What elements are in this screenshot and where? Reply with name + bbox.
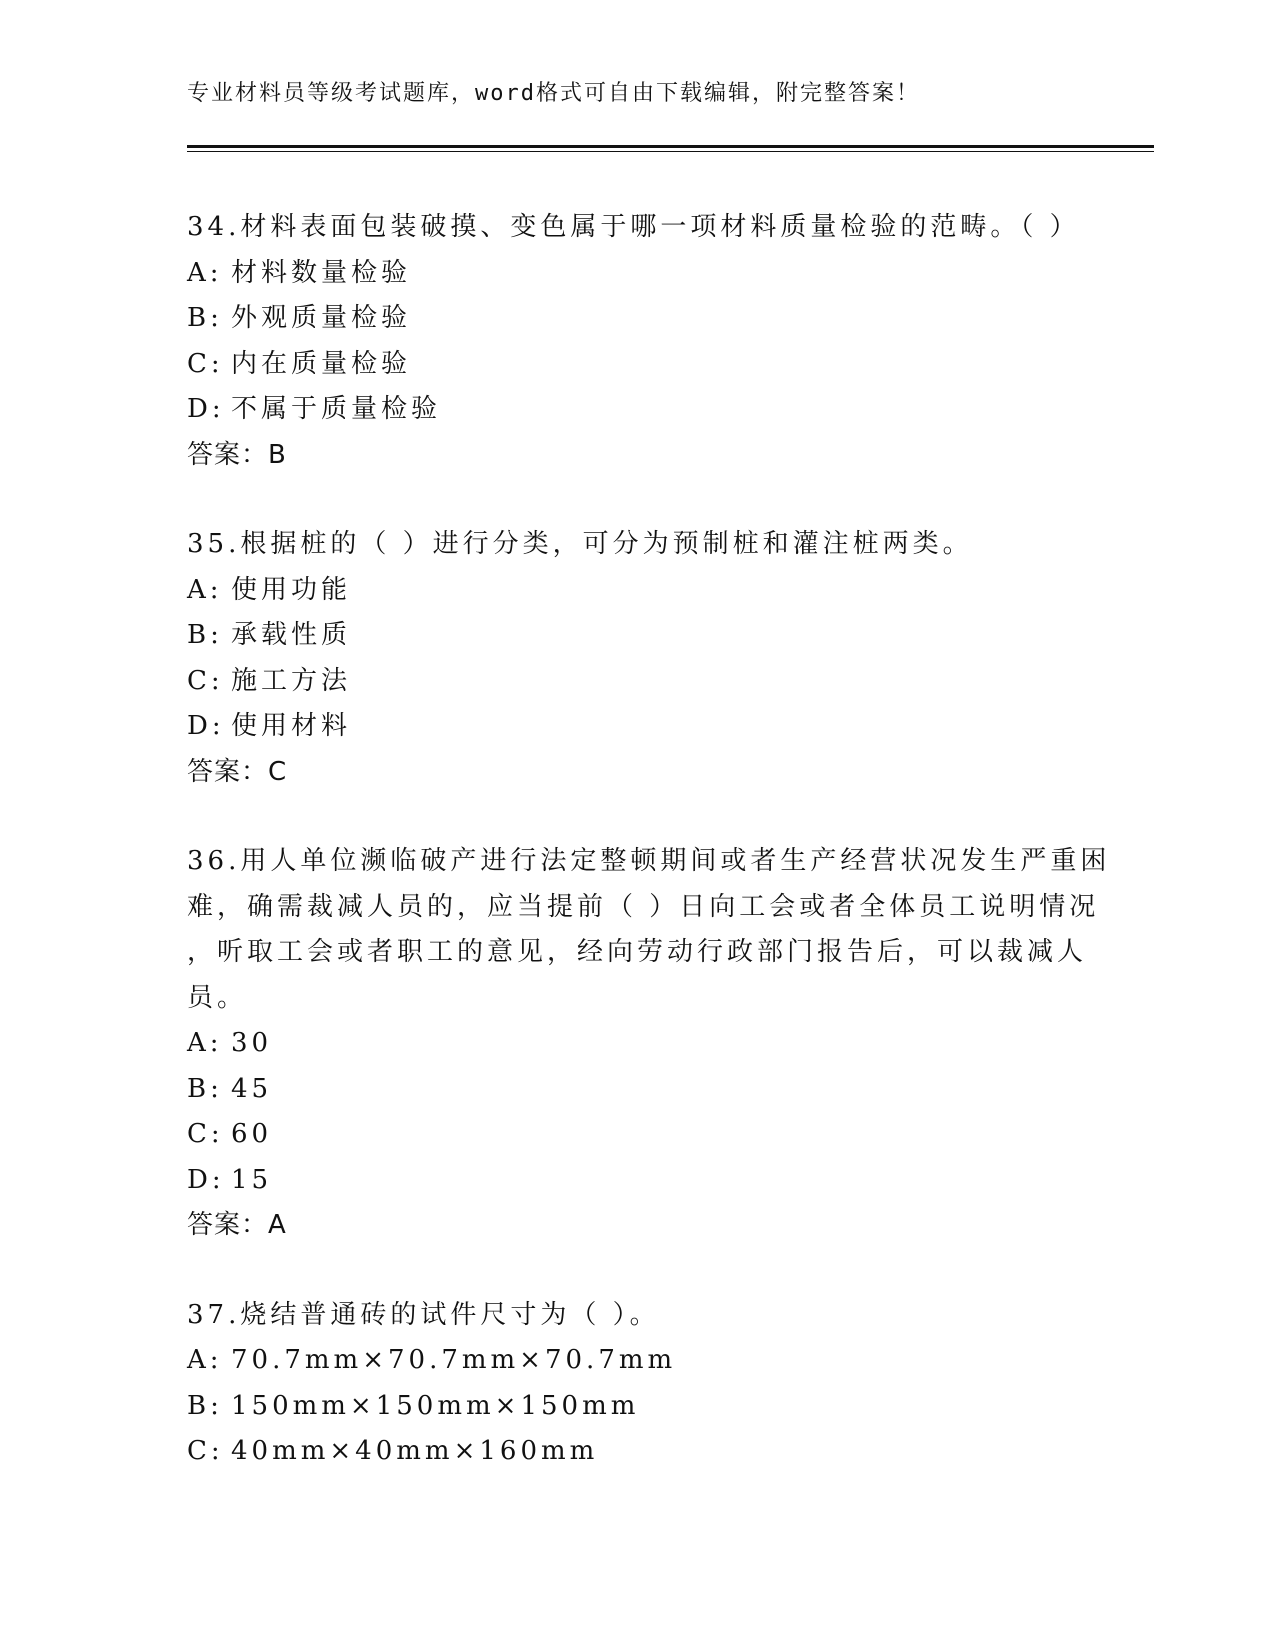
option-text: 40mm×40mm×160mm — [231, 1436, 599, 1466]
option-key: B: — [187, 303, 223, 333]
option-text: 70.7mm×70.7mm×70.7mm — [231, 1345, 677, 1375]
option-text: 30 — [231, 1028, 273, 1058]
option-key: D: — [187, 394, 225, 424]
option-d — [187, 1158, 1087, 1204]
option-text: 使用功能 — [231, 574, 352, 605]
question-34 — [187, 205, 1087, 478]
option-d — [187, 704, 1087, 750]
option-c — [187, 1429, 1087, 1475]
option-key: B: — [187, 1390, 223, 1421]
question-stem-line: 36.用人单位濒临破产进行法定整顿期间或者生产经营状况发生严重困 — [187, 846, 1111, 876]
option-a — [187, 251, 1087, 297]
question-list — [187, 205, 1111, 1519]
question-37 — [187, 1293, 1087, 1475]
option-text: 承载性质 — [231, 620, 352, 650]
question-stem-line: ，听取工会或者职工的意见，经向劳动行政部门报告后，可以裁减人 — [187, 937, 1088, 967]
option-key: A: — [187, 257, 223, 288]
option-text: 45 — [231, 1073, 273, 1104]
option-key: B: — [187, 1073, 223, 1104]
answer-line: 答案：A — [187, 1210, 287, 1240]
option-c — [187, 342, 1087, 388]
option-text: 不属于质量检验 — [231, 394, 442, 424]
option-a — [187, 568, 1087, 614]
header-rule-thin — [187, 151, 1154, 152]
option-key: C: — [187, 1119, 224, 1149]
option-a — [187, 1338, 1087, 1384]
option-key: A: — [187, 574, 223, 605]
option-text: 60 — [231, 1119, 273, 1149]
option-key: C: — [187, 665, 224, 696]
option-text: 150mm×150mm×150mm — [231, 1390, 640, 1421]
option-text: 施工方法 — [231, 665, 352, 696]
option-key: C: — [187, 348, 224, 379]
header-rule-thick — [187, 145, 1154, 148]
option-key: B: — [187, 620, 223, 650]
question-stem: 35.根据桩的（ ）进行分类，可分为预制桩和灌注桩两类。 — [187, 529, 973, 559]
option-text: 外观质量检验 — [231, 303, 412, 333]
option-text: 使用材料 — [231, 711, 352, 741]
option-key: C: — [187, 1436, 224, 1466]
option-key: D: — [187, 711, 225, 741]
option-key: D: — [187, 1164, 225, 1195]
question-stem: 34.材料表面包装破摸、变色属于哪一项材料质量检验的范畴。（ ） — [187, 212, 1080, 242]
option-b — [187, 296, 1087, 342]
option-text: 材料数量检验 — [231, 257, 412, 288]
option-d — [187, 387, 1087, 433]
question-35 — [187, 522, 1087, 795]
option-text: 15 — [231, 1164, 273, 1195]
option-b — [187, 1384, 1087, 1430]
option-c — [187, 659, 1087, 705]
page-header: 专业材料员等级考试题库，word格式可自由下载编辑，附完整答案！ — [187, 81, 920, 106]
question-stem: 37.烧结普通砖的试件尺寸为（ ）。 — [187, 1299, 660, 1330]
option-key: A: — [187, 1345, 223, 1375]
question-36 — [187, 839, 1111, 1249]
option-key: A: — [187, 1028, 223, 1058]
answer-line: 答案：C — [187, 756, 288, 787]
option-b — [187, 1067, 1087, 1113]
option-text: 内在质量检验 — [231, 348, 412, 379]
option-b — [187, 613, 1087, 659]
option-c — [187, 1112, 1087, 1158]
answer-line: 答案：B — [187, 439, 287, 470]
option-a — [187, 1021, 1087, 1067]
question-stem-line: 难，确需裁减人员的，应当提前（ ）日向工会或者全体员工说明情况 — [187, 891, 1100, 922]
question-stem-line: 员。 — [187, 982, 248, 1013]
